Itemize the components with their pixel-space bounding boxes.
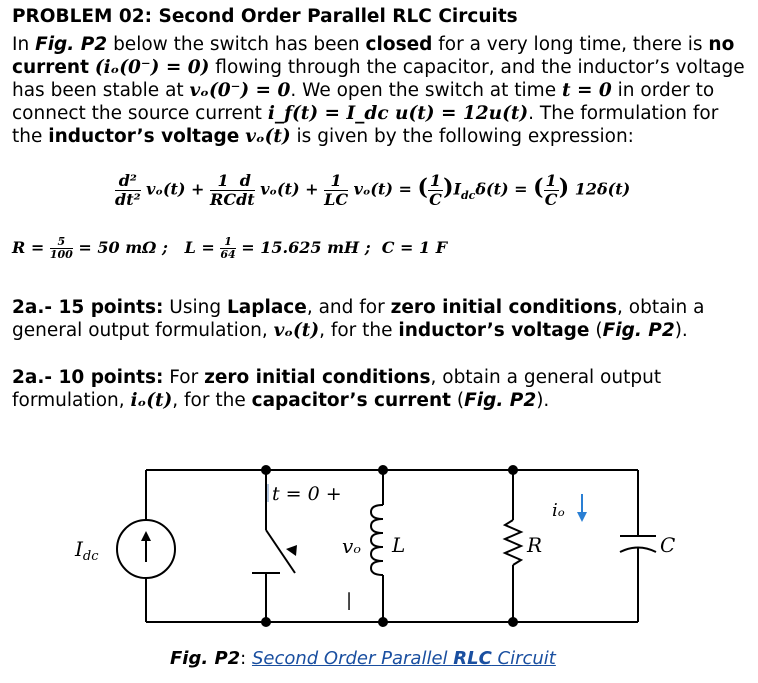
problem-intro: In Fig. P2 below the switch has been closed for a very long time, there is no current (iₒ(0⁻) = 0) flowing through the capacitor, and the inductor’s voltage has been stable at vₒ(0⁻) = 0. We open the switch at time t = 0 in order to connect the source current i_f(t) = I_dc u(t) = 12u(t). The formulation for the inductor’s voltage vₒ(t) is given by the following expression: [12,34,745,147]
caption-link[interactable]: Second Order Parallel RLC Circuit [251,648,556,669]
part-a-question: 2a.- 15 points: Using Laplace, and for zero initial conditions, obtain a general output formulation, vₒ(t), for the inductor’s voltage (Fig. P2). [12,297,705,341]
differential-equation: $\frac{\text{d²}}{\text{dt²}}$ vₒ(t) + $\frac{1}{RC}$ $\frac{d}{dt}$ vₒ(t) + $\frac{1}{LC}$ vₒ(t) = ( $\frac{1}{C}$ )$I_{dc}\delta(t)$ = ( $\frac{1}{C}$ ) 12δ(t) [115,171,631,209]
inductor-label: L [392,533,406,557]
minus-sign: | [346,590,353,611]
junction-dots [261,465,518,627]
part-b-question: 2a.- 10 points: For zero initial conditions, obtain a general output formulation, iₒ(t), for the capacitor’s current (Fig. P2). [12,367,662,411]
fig-reference: Fig. P2 [35,34,108,55]
current-arrow-icon [577,512,587,522]
problem-title: PROBLEM 02: Second Order Parallel RLC Circuits [12,6,518,27]
figure-caption: Fig. P2: Second Order Parallel RLC Circuit [170,648,556,669]
io-label: iₒ [552,500,565,521]
vo-label: vₒ [342,534,362,558]
capacitor-label: C [660,533,676,557]
source-arrow-icon [141,531,151,541]
resistor-label: R [527,533,543,557]
switch-arrow-icon [286,545,297,556]
switch-label: t = 0 + [272,483,342,505]
source-label: $I_{dc}$ [75,537,99,564]
parameters-line: R = $\frac{5}{100}$ = 50 mΩ ; L = $\frac{1}{64}$ = 15.625 mH ; C = 1 F [12,235,448,262]
